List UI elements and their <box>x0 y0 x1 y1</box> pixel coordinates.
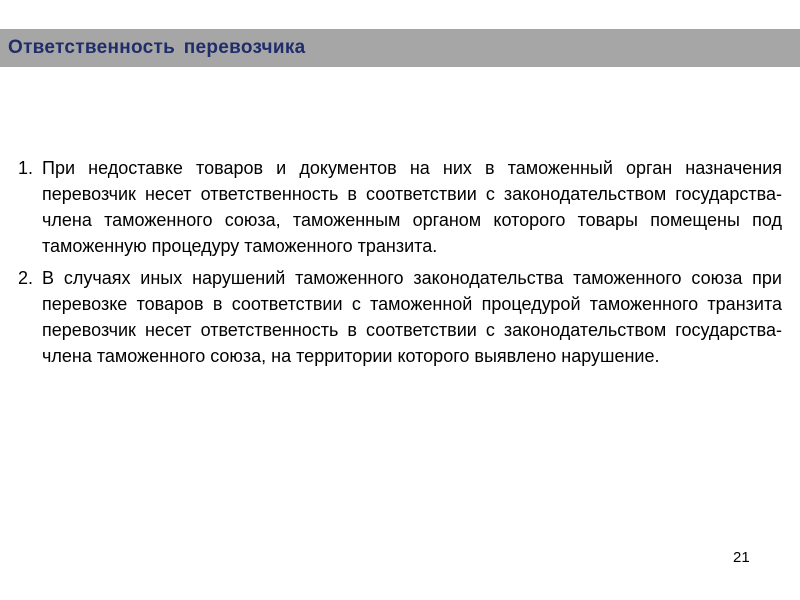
title-bar <box>0 29 800 67</box>
slide-title: Ответственность перевозчика <box>8 37 306 58</box>
page-number: 21 <box>733 549 750 566</box>
list-item-text: В случаях иных нарушений таможенного законодательства таможенного союза при перевозке товаров в соответствии с таможенной процедурой таможенного транзита перевозчик несет ответственность в соответствии с законодательством государства-члена таможенного союза, на территории которого выявлено нарушение. <box>42 268 782 366</box>
list-item <box>18 155 782 259</box>
slide-content <box>18 155 782 375</box>
list-item-number: 2. <box>18 268 34 288</box>
list-item-number: 1. <box>18 158 34 178</box>
list-item <box>18 265 782 369</box>
list-item-text: При недоставке товаров и документов на них в таможенный орган назначения перевозчик несет ответственность в соответствии с законодательством государства-члена таможенного союза, таможенным органом которого товары помещены под таможенную процедуру таможенного транзита. <box>42 158 782 256</box>
